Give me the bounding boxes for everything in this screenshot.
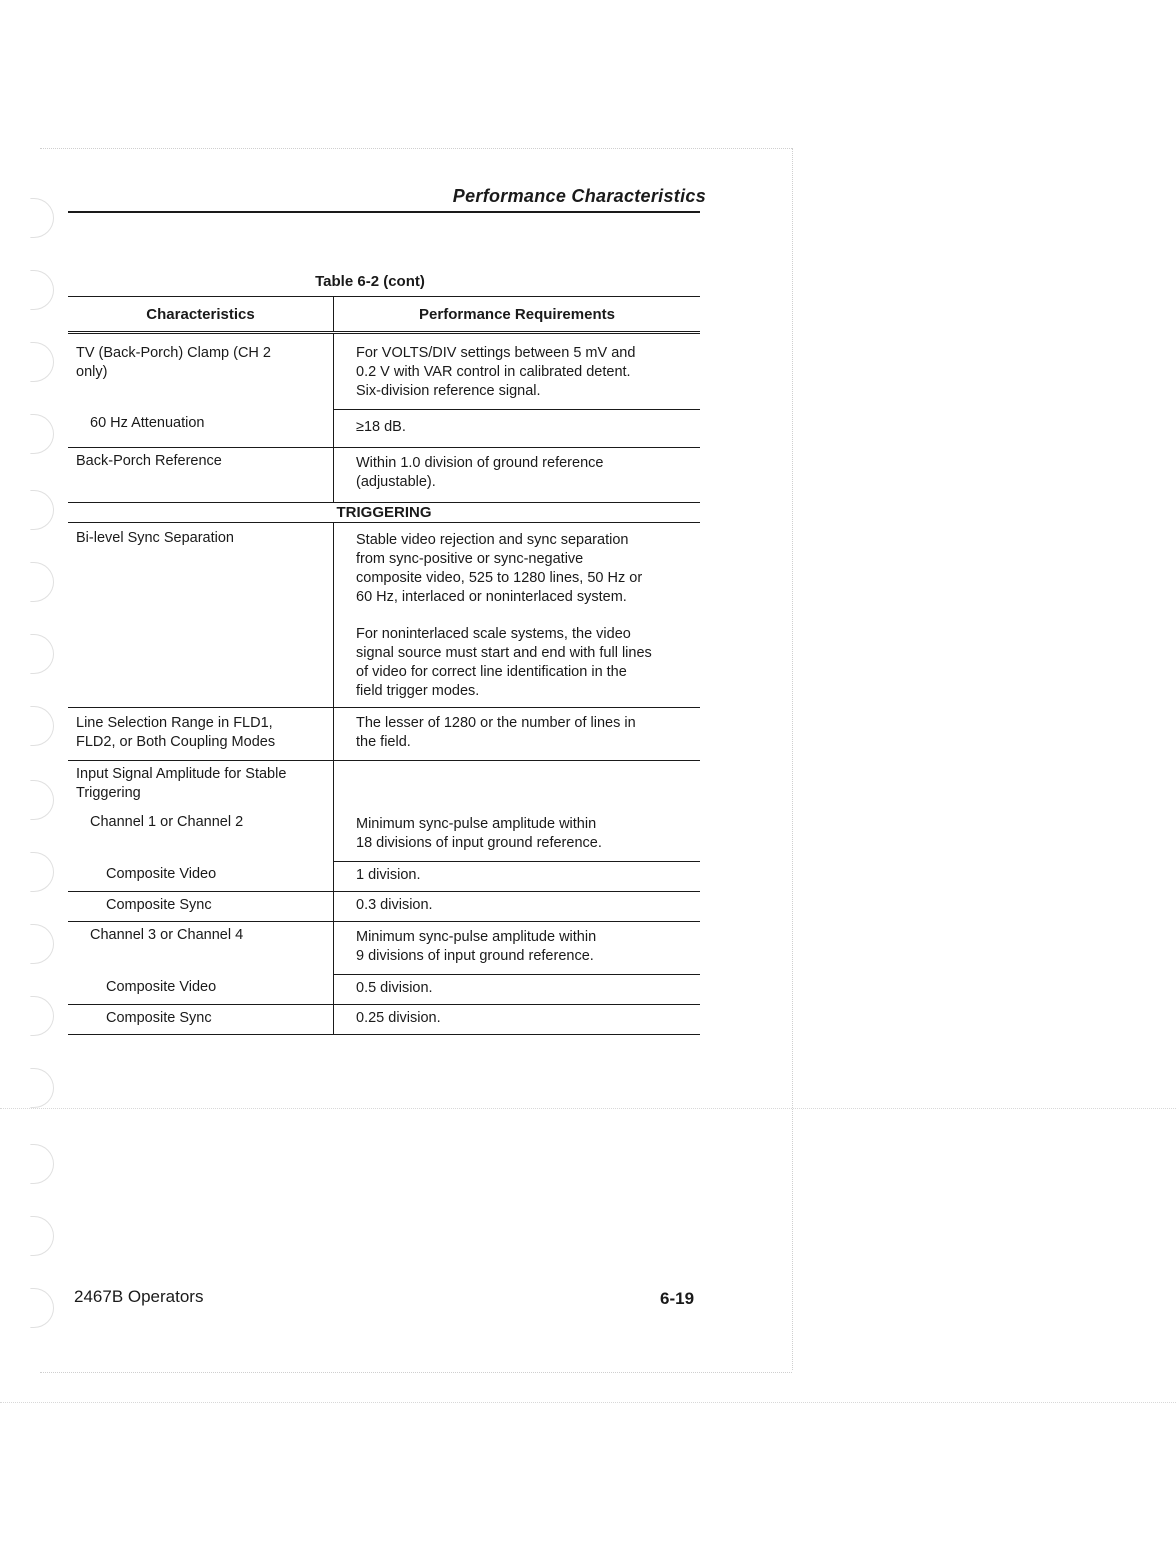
row-characteristic: Input Signal Amplitude for Stable Triggering (76, 765, 287, 801)
table-row (68, 921, 700, 974)
table-row (68, 807, 700, 862)
table-row (68, 333, 700, 410)
binder-hole-icon (30, 198, 54, 238)
scan-edge-low (0, 1402, 1176, 1403)
table-row (68, 760, 700, 807)
page-header: Performance Characteristics (452, 186, 706, 206)
binder-hole-icon (30, 706, 54, 746)
scan-edge-mid (0, 1108, 1176, 1109)
table-row (68, 974, 700, 1004)
section-row (68, 502, 700, 522)
row-requirement: Within 1.0 division of ground reference (adjustable). (356, 454, 604, 490)
table-row (68, 410, 700, 448)
binder-hole-icon (30, 562, 54, 602)
binder-hole-icon (30, 1288, 54, 1328)
row-requirement: ≥18 dB. (356, 419, 406, 435)
row-characteristic: 60 Hz Attenuation (90, 414, 205, 431)
footer-manual-title: 2467B Operators (74, 1287, 204, 1306)
binder-hole-icon (30, 996, 54, 1036)
table-row (68, 1004, 700, 1034)
col-header-characteristics: Characteristics (68, 297, 334, 333)
scan-edge-bottom (40, 1372, 792, 1373)
row-requirement: Minimum sync-pulse amplitude within 9 divisions of input ground reference. (356, 928, 597, 964)
scan-edge-top (40, 148, 792, 149)
row-characteristic: TV (Back-Porch) Clamp (CH 2 only) (76, 345, 271, 380)
row-characteristic: Back-Porch Reference (76, 452, 222, 469)
binder-hole-icon (30, 852, 54, 892)
row-requirement: For VOLTS/DIV settings between 5 mV and 0.2 V with VAR control in calibrated detent. Six-division reference signal. (356, 345, 636, 399)
binder-hole-icon (30, 924, 54, 964)
table-row (68, 891, 700, 921)
spec-table (68, 296, 700, 1035)
binder-hole-icon (30, 1068, 54, 1108)
scan-edge-right (792, 148, 793, 1370)
row-requirement: 1 division. (356, 866, 421, 883)
row-characteristic: Channel 3 or Channel 4 (90, 926, 244, 943)
table-row (68, 707, 700, 760)
header-rule (68, 211, 700, 213)
row-requirement: 0.3 division. (356, 896, 433, 913)
section-title: TRIGGERING (68, 502, 700, 522)
binder-hole-icon (30, 490, 54, 530)
binder-hole-icon (30, 1144, 54, 1184)
binder-hole-icon (30, 1216, 54, 1256)
row-requirement: 0.5 division. (356, 979, 433, 996)
row-requirement-note: For noninterlaced scale systems, the video signal source must start and end with full lines of video for correct line identification in the field trigger modes. (356, 625, 652, 699)
row-characteristic: Channel 1 or Channel 2 (90, 813, 244, 830)
col-header-requirements: Performance Requirements (334, 297, 701, 333)
row-requirement: Stable video rejection and sync separation from sync-positive or sync-negative composite video, 525 to 1280 lines, 50 Hz or 60 Hz, interlaced or noninterlaced system. (356, 531, 643, 605)
row-characteristic: Composite Video (106, 866, 217, 882)
row-characteristic: Bi-level Sync Separation (76, 529, 234, 546)
row-characteristic: Composite Sync (106, 1009, 212, 1026)
row-requirement: The lesser of 1280 or the number of lines in the field. (356, 714, 636, 750)
binder-hole-icon (30, 270, 54, 310)
row-characteristic: Composite Video (106, 979, 217, 995)
row-requirement: 0.25 division. (356, 1009, 441, 1026)
table-header-row (68, 297, 700, 333)
table-title: Table 6-2 (cont) (315, 273, 425, 290)
table-row (68, 522, 700, 707)
row-characteristic: Composite Sync (106, 896, 212, 913)
row-characteristic: Line Selection Range in FLD1, FLD2, or Both Coupling Modes (76, 714, 276, 750)
binder-hole-icon (30, 780, 54, 820)
table-row (68, 861, 700, 891)
footer-page-number: 6-19 (660, 1289, 695, 1308)
binder-hole-icon (30, 414, 54, 454)
table-row (68, 447, 700, 502)
binder-hole-icon (30, 342, 54, 382)
row-requirement: Minimum sync-pulse amplitude within 18 divisions of input ground reference. (356, 815, 602, 851)
binder-hole-icon (30, 634, 54, 674)
